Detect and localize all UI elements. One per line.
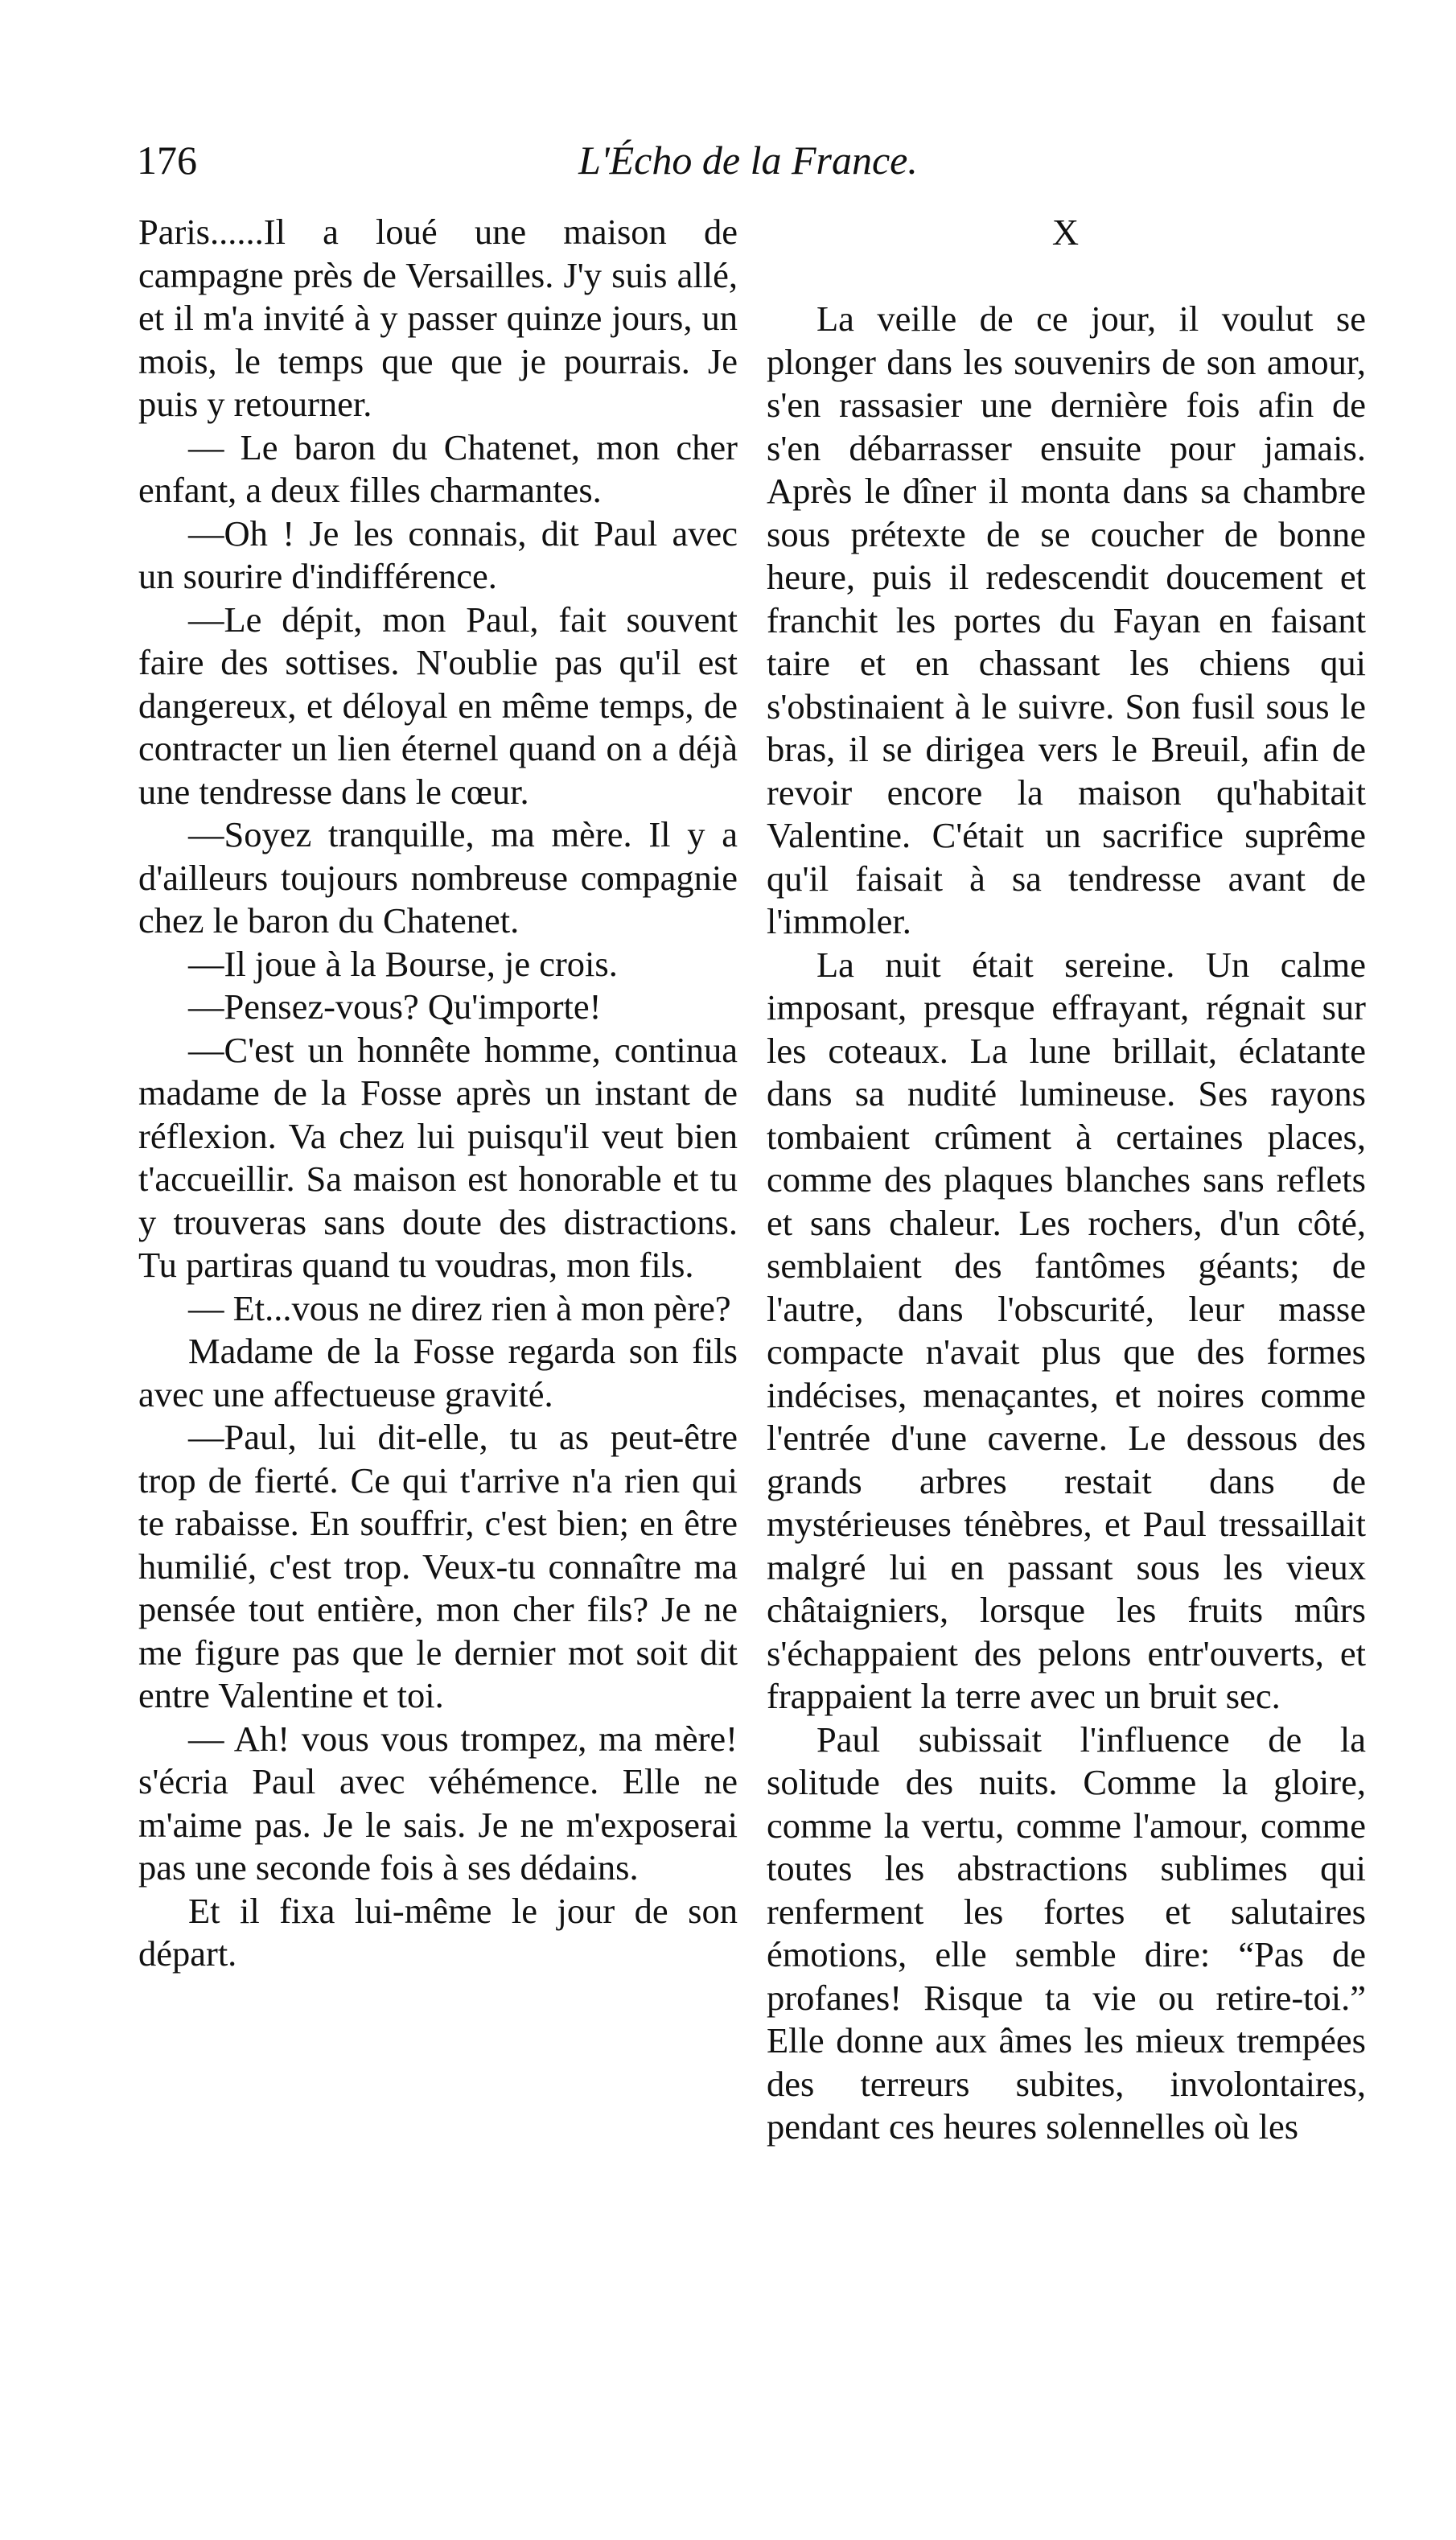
- paragraph: — Ah! vous vous trompez, ma mère! s'écria Paul avec véhémence. Elle ne m'aime pas. Je le sais. Je ne m'exposerai pas une seconde fois à ses dédains.: [138, 1718, 738, 1888]
- chapter-heading: X: [1051, 212, 1081, 253]
- running-title: L'Écho de la France.: [578, 138, 918, 183]
- paragraph: — Et...vous ne direz rien à mon père?: [188, 1287, 731, 1328]
- paragraph: —C'est un honnête homme, continua madame de la Fosse après un instant de réflexion. Va chez lui puisqu'il veut bien t'accueillir. Sa maison est honorable et tu y trouveras sans doute des distractions. Tu partiras quand tu voudras, mon fils.: [138, 1029, 738, 1285]
- paragraph: —Pensez-vous? Qu'importe!: [188, 986, 602, 1027]
- paragraph: Madame de la Fosse regarda son fils avec une affectueuse gravité.: [138, 1331, 738, 1414]
- paragraph: — Le baron du Chatenet, mon cher enfant, a deux filles charmantes.: [138, 426, 738, 510]
- paragraph: Paul subissait l'influence de la solitude des nuits. Comme la gloire, comme la vertu, comme l'amour, comme toutes les abstractions sublimes qui renferment les fortes et salutaires émotions, elle semble dire: “Pas de profanes! Risque ta vie ou retire-toi.” Elle donne aux âmes les mieux trempées des terreurs subites, involontaires, pendant ces heures solennelles où les: [767, 1719, 1366, 2147]
- page-number: 176: [137, 138, 197, 183]
- paragraph: —Soyez tranquille, ma mère. Il y a d'ailleurs toujours nombreuse compagnie chez le baron du Chatenet.: [138, 814, 738, 941]
- paragraph: —Le dépit, mon Paul, fait souvent faire des sottises. N'oublie pas qu'il est dangereux, et déloyal en même temps, de contracter un lien éternel quand on a déjà une tendresse dans le cœur.: [138, 599, 738, 812]
- right-column: [767, 211, 1366, 2149]
- paragraph: —Il joue à la Bourse, je crois.: [188, 943, 618, 984]
- paragraph: La veille de ce jour, il voulut se plonger dans les souvenirs de son amour, s'en rassasier une dernière fois afin de s'en débarrasser ensuite pour jamais. Après le dîner il monta dans sa chambre sous prétexte de se coucher de bonne heure, puis il redescendit doucement et franchit les portes du Fayan en faisant taire et en chassant les chiens qui s'obstinaient à le suivre. Son fusil sous le bras, il se dirigea vers le Breuil, afin de revoir encore la maison qu'habitait Valentine. C'était un sacrifice suprême qu'il faisait à sa tendresse avant de l'immoler.: [767, 298, 1366, 941]
- page-header: [137, 137, 1359, 193]
- left-column: [138, 211, 738, 1976]
- paragraph: —Paul, lui dit-elle, tu as peut-être trop de fierté. Ce qui t'arrive n'a rien qui te rabaisse. En souffrir, c'est bien; en être humilié, c'est trop. Veux-tu connaître ma pensée tout entière, mon cher fils? Je ne me figure pas que le dernier mot soit dit entre Valentine et toi.: [138, 1417, 738, 1715]
- paragraph: Et il fixa lui-même le jour de son départ.: [138, 1890, 738, 1974]
- paragraph: —Oh ! Je les connais, dit Paul avec un sourire d'indifférence.: [138, 513, 738, 596]
- paragraph: Paris......Il a loué une maison de campagne près de Versailles. J'y suis allé, et il m'a invité à y passer quinze jours, un mois, le temps que que je pourrais. Je puis y retourner.: [138, 212, 738, 424]
- paragraph: La nuit était sereine. Un calme imposant, presque effrayant, régnait sur les coteaux. La lune brillait, éclatante dans sa nudité lumineuse. Ses rayons tombaient crûment à certaines places, comme des plaques blanches sans reflets et sans chaleur. Les rochers, d'un côté, semblaient des fantômes géants; de l'autre, dans l'obscurité, leur masse compacte n'avait plus que des formes indécises, menaçantes, et noires comme l'entrée d'une caverne. Le dessous des grands arbres restait dans de mystérieuses ténèbres, et Paul tressaillait malgré lui en passant sous les vieux châtaigniers, lorsque les fruits mûrs s'échappaient des pelons entr'ouverts, et frappaient la terre avec un bruit sec.: [767, 944, 1366, 1716]
